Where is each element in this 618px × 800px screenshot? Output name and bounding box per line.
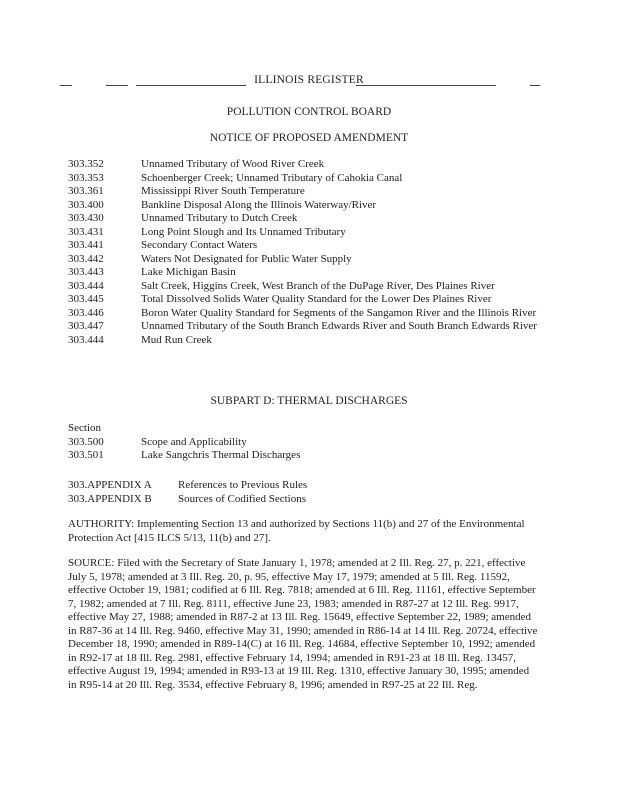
section-row: [68, 199, 548, 213]
appendix-row: [68, 479, 548, 493]
section-title: Schoenberger Creek; Unnamed Tributary of Cahokia Canal: [141, 171, 403, 184]
section-row: [68, 253, 548, 267]
appendix-title: References to Previous Rules: [178, 479, 308, 491]
section-number: 303.442: [68, 252, 104, 265]
section-number: 303.361: [68, 185, 104, 197]
section-row: [68, 307, 548, 321]
appendix-number: 303.APPENDIX B: [68, 492, 152, 505]
section-row: [68, 239, 548, 253]
section-row: [68, 158, 548, 172]
authority-paragraph: AUTHORITY: Implementing Section 13 and authorized by Sections 11(b) and 27 of the Environmental Protection Act [415 ILCS 5/13, 11(b) and 27].: [68, 518, 525, 544]
section-title: Lake Michigan Basin: [141, 266, 236, 278]
section-title: Long Point Slough and Its Unnamed Tributary: [141, 225, 346, 238]
section-title: Secondary Contact Waters: [141, 239, 258, 251]
section-number: 303.443: [68, 266, 104, 278]
section-title: Scope and Applicability: [141, 435, 247, 448]
section-title: Waters Not Designated for Public Water Supply: [141, 252, 352, 265]
notice-heading: NOTICE OF PROPOSED AMENDMENT: [209, 132, 409, 144]
section-number: 303.444: [68, 333, 104, 346]
appendix-number: 303.APPENDIX A: [68, 479, 152, 491]
section-row: [68, 266, 548, 280]
section-title: Lake Sangchris Thermal Discharges: [141, 449, 301, 461]
section-title: Unnamed Tributary of the South Branch Edwards River and South Branch Edwards River: [141, 320, 537, 332]
section-number: 303.501: [68, 449, 104, 461]
section-number: 303.431: [68, 225, 104, 238]
subpart-section-label: Section: [68, 422, 101, 434]
appendix-title: Sources of Codified Sections: [178, 492, 307, 505]
section-row: [68, 449, 548, 463]
section-number: 303.446: [68, 306, 104, 319]
section-row: [68, 293, 548, 307]
section-number: 303.445: [68, 293, 104, 305]
section-title: Bankline Disposal Along the Illinois Waterway/River: [141, 198, 377, 211]
section-number: 303.400: [68, 198, 104, 211]
section-number: 303.441: [68, 239, 104, 251]
section-row: [68, 226, 548, 240]
section-number: 303.447: [68, 320, 104, 332]
section-number: 303.430: [68, 212, 104, 224]
section-row: [68, 436, 548, 450]
section-row: [68, 334, 548, 348]
section-number: 303.500: [68, 435, 104, 448]
section-title: Unnamed Tributary of Wood River Creek: [141, 158, 325, 170]
section-list: [68, 158, 548, 347]
source-paragraph: SOURCE: Filed with the Secretary of State January 1, 1978; amended at 2 Ill. Reg. 27, p. 221, effective July 5, 1978; amended at 3 Ill. Reg. 20, p. 95, effective May 17, 1979; amended at 5 Ill. Reg. 11592, effective October 19, 1981; codified at 6 Ill. Reg. 7818; amended at 6 Ill. Reg. 11161, effective September 7, 1982; amended at 7 Ill. Reg. 8111, effective June 23, 1983; amended in R87-27 at 12 Ill. Reg. 9917, effective May 27, 1988; amended in R87-2 at 13 Ill. Reg. 15649, effective September 22, 1989; amended in R87-36 at 14 Ill. Reg. 9460, effective May 31, 1990; amended in R86-14 at 14 Ill. Reg. 20724, effective December 18, 1990; amended in R89-14(C) at 16 Ill. Reg. 14684, effective September 10, 1992; amended in R92-17 at 18 Ill. Reg. 2981, effective February 14, 1994; amended in R91-23 at 18 Ill. Reg. 13457, effective August 19, 1994; amended in R93-13 at 19 Ill. Reg. 1310, effective January 30, 1995; amended in R95-14 at 20 Ill. Reg. 3534, effective February 8, 1996; amended in R97-25 at 22 Ill. Reg.: [68, 557, 538, 691]
section-title: Unnamed Tributary to Dutch Creek: [141, 212, 298, 224]
section-row: [68, 212, 548, 226]
subpart-section-list: [68, 422, 548, 463]
section-row: [68, 280, 548, 294]
section-number: 303.353: [68, 171, 104, 184]
section-row: [68, 320, 548, 334]
section-title: Boron Water Quality Standard for Segments of the Sangamon River and the Illinois River: [141, 306, 537, 319]
section-number: 303.444: [68, 279, 104, 292]
section-row: [68, 185, 548, 199]
subpart-heading: SUBPART D: THERMAL DISCHARGES: [210, 395, 408, 407]
appendix-row: [68, 493, 548, 507]
section-title: Mud Run Creek: [141, 333, 212, 346]
appendix-list: [68, 479, 548, 506]
section-title: Total Dissolved Solids Water Quality Standard for the Lower Des Plaines River: [141, 293, 492, 305]
section-title: Salt Creek, Higgins Creek, West Branch of the DuPage River, Des Plaines River: [141, 279, 495, 292]
section-number: 303.352: [68, 158, 104, 170]
agency-heading: POLLUTION CONTROL BOARD: [226, 106, 392, 118]
section-title: Mississippi River South Temperature: [141, 185, 305, 197]
section-row: [68, 172, 548, 186]
register-title: ILLINOIS REGISTER: [254, 74, 364, 86]
